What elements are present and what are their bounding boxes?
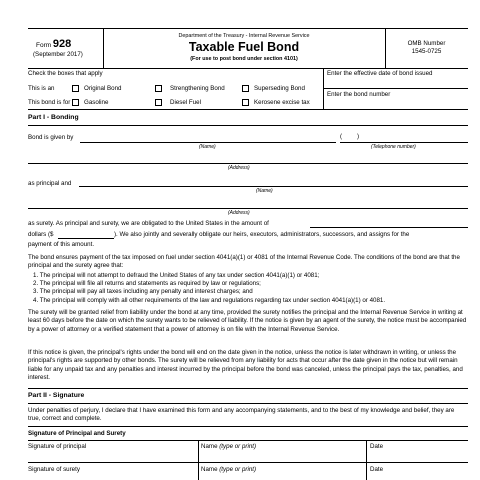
omb-label: OMB Number <box>407 40 446 47</box>
part2-heading-rule <box>28 403 468 404</box>
condition-1: 1. The principal will not attempt to defraud the United States of any tax under section 4041(a)(1) or 4081; <box>33 272 320 279</box>
surety-name-label: Name <box>201 466 218 473</box>
perjury-statement: Under penalties of perjury, I declare that I have examined this form and any accompanying statements, and to the best of my knowledge and belief, they are true, correct and complete. <box>28 407 455 423</box>
bond-for-label: This bond is for <box>28 99 71 106</box>
condition-2: 2. The principal will file all returns and statements as required by law or regulations; <box>33 280 261 287</box>
telephone-line[interactable] <box>340 142 468 143</box>
original-bond-checkbox[interactable] <box>72 85 79 92</box>
principal-sig-divider <box>198 440 199 480</box>
address-hint: (Address) <box>228 165 250 171</box>
sig-heading-bottom-rule <box>28 440 468 441</box>
form-number-label <box>36 38 71 52</box>
principal-and-label: as principal and <box>28 180 72 187</box>
check-instruction: Check the boxes that apply <box>28 70 103 77</box>
sig-heading: Signature of Principal and Surety <box>28 430 126 437</box>
principal-date-divider <box>366 440 367 480</box>
dollars-prefix: dollars ($ <box>28 231 54 238</box>
gasoline-checkbox[interactable] <box>72 99 79 106</box>
phone-paren-open: ( <box>340 133 343 140</box>
phone-paren-close: ) <box>357 133 360 140</box>
omb-number: 1545-0725 <box>411 48 442 55</box>
principal-name-label: Name <box>201 443 218 450</box>
principal-date-label: Date <box>370 443 384 450</box>
principal-signature-label: Signature of principal <box>28 443 87 450</box>
dollars-suffix: ). We also jointly and severally obligate our heirs, executors, administrators, successors, and assigns for the <box>114 231 410 238</box>
sig-heading-top-rule <box>28 426 468 427</box>
surety-address-line[interactable] <box>28 208 468 209</box>
kerosene-label: Kerosene excise tax <box>254 99 310 106</box>
surety-type-hint: (type or print) <box>219 466 257 473</box>
part1-heading: Part I - Bonding <box>28 114 79 121</box>
given-by-name-line[interactable] <box>80 142 336 143</box>
surety-name-field[interactable] <box>201 466 256 474</box>
surety-name-hint: (Name) <box>256 188 273 194</box>
page-title: Taxable Fuel Bond <box>188 40 300 54</box>
condition-3: 3. The principal will pay all taxes including any penalty and interest charges; and <box>33 288 253 295</box>
surety-signature-label: Signature of surety <box>28 466 80 473</box>
conditions-intro: The bond ensures payment of the tax imposed on fuel under section 4041(a)(1) or 4081 of the Internal Revenue Code. The conditions of the bond are that the principal and the surety agree that: <box>28 254 460 270</box>
strengthening-bond-label: Strengthening Bond <box>170 85 225 92</box>
name-hint: (Name) <box>199 144 216 150</box>
this-is-an-label: This is an <box>28 85 55 92</box>
notice-paragraph: If this notice is given, the principal's rights under the bond will end on the date given in the notice, unless the notice is later withdrawn in writing, or unless the principal's rights are supported by other bonds. The surety will be relieved from any liability for acts that occur after the date given in the notice but will remain liable for any unpaid tax and any penalties and interest incurred by the principal before the bond was canceled, unless the principal pays the tax, penalties, and interest. <box>28 349 463 382</box>
kerosene-checkbox[interactable] <box>242 99 249 106</box>
relief-paragraph: The surety will be granted relief from liability under the bond at any time, provided the surety notifies the principal and the Internal Revenue Service in writing at least 60 days before the date on which the surety wants to be relieved of liability. If the notice is given by an agent of the surety, the notice must be accompanied by a power of attorney or a verified statement that a power of attorney is on file with the Internal Revenue Service. <box>28 309 467 333</box>
effective-date-label: Enter the effective date of bond issued <box>327 70 433 77</box>
part1-heading-rule <box>28 125 468 126</box>
diesel-fuel-label: Diesel Fuel <box>170 99 201 106</box>
form-word: Form <box>36 42 52 49</box>
original-bond-label: Original Bond <box>84 85 122 92</box>
header-bottom-rule <box>28 68 468 69</box>
part2-heading: Part II - Signature <box>28 392 85 399</box>
principal-type-hint: (type or print) <box>219 443 257 450</box>
header-top-rule <box>28 28 468 29</box>
form-number: 928 <box>52 38 72 50</box>
sig-row-divider <box>28 462 468 463</box>
strengthening-bond-checkbox[interactable] <box>155 85 162 92</box>
page-subtitle: (For use to post bond under section 4101) <box>190 56 298 62</box>
condition-4: 4. The principal will comply with all other requirements of the law and regulations regarding tax under section 4041(a)(1) or 4081. <box>33 297 386 304</box>
diesel-fuel-checkbox[interactable] <box>155 99 162 106</box>
telephone-hint: (Telephone number) <box>371 144 416 150</box>
surety-name-line[interactable] <box>79 186 468 187</box>
superseding-bond-label: Superseding Bond <box>254 85 305 92</box>
dollars-amount-line[interactable] <box>58 238 114 239</box>
bond-given-by-label: Bond is given by <box>28 134 74 141</box>
gasoline-label: Gasoline <box>84 99 109 106</box>
surety-obligation-text: as surety. As principal and surety, we are obligated to the United States in the amount of <box>28 220 269 227</box>
checks-mid-rule-right <box>323 88 468 89</box>
part1-top-rule <box>28 109 468 110</box>
principal-name-field[interactable] <box>201 443 256 451</box>
form-date: (September 2017) <box>33 51 83 58</box>
department-line: Department of the Treasury - Internal Revenue Service <box>178 33 310 39</box>
payment-line: payment of this amount. <box>28 241 95 248</box>
amount-words-line[interactable] <box>310 227 468 228</box>
given-by-address-line[interactable] <box>28 163 468 164</box>
part2-top-rule <box>28 388 468 389</box>
surety-date-label: Date <box>370 466 384 473</box>
surety-address-hint: (Address) <box>228 210 250 216</box>
bond-number-label: Enter the bond number <box>327 91 391 98</box>
superseding-bond-checkbox[interactable] <box>242 85 249 92</box>
